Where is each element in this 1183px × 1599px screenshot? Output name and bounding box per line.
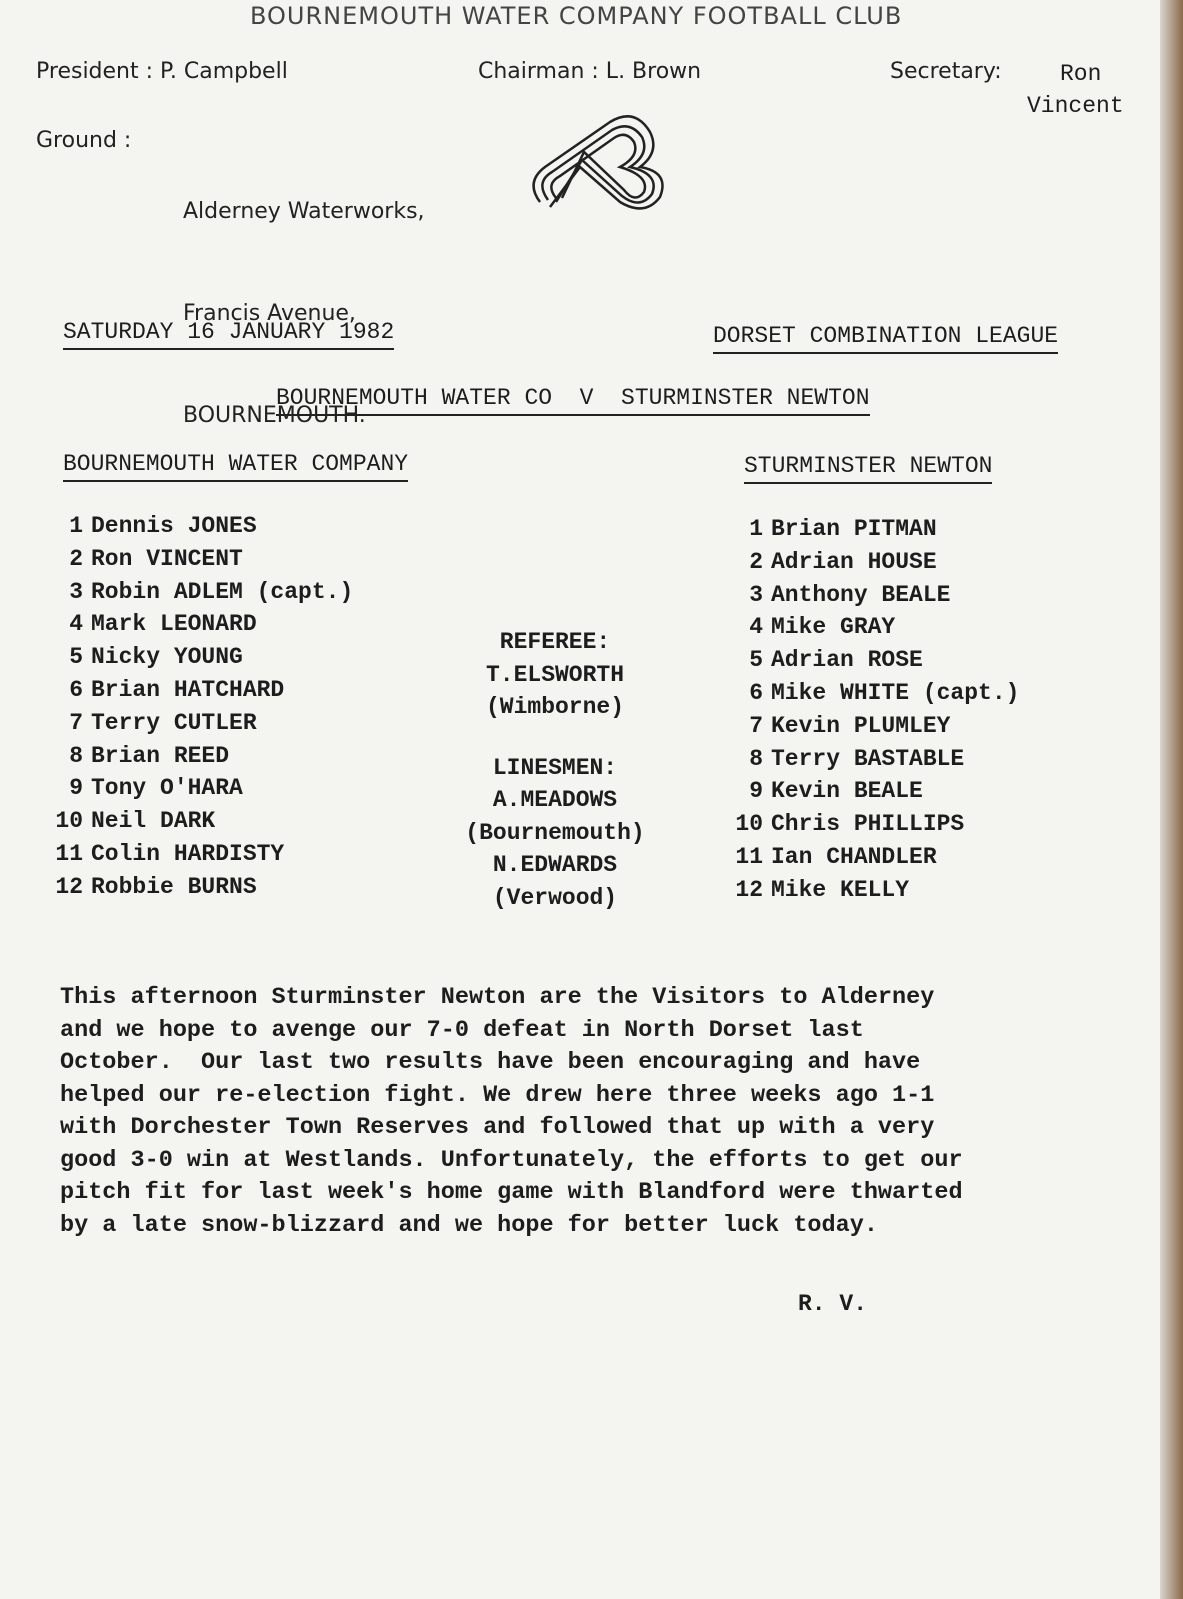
- player-name: Robin ADLEM (capt.): [91, 578, 354, 605]
- shirt-number: 7: [749, 712, 763, 739]
- player-name: Mark LEONARD: [91, 611, 257, 638]
- notes-line: This afternoon Sturminster Newton are the Visitors to Alderney: [60, 984, 935, 1011]
- player-row: [55, 674, 353, 707]
- away-team-heading: STURMINSTER NEWTON: [744, 452, 992, 484]
- shirt-number: 8: [69, 742, 83, 769]
- shirt-number: 10: [735, 811, 763, 838]
- club-title: BOURNEMOUTH WATER COMPANY FOOTBALL CLUB: [250, 2, 903, 30]
- signature: R. V.: [798, 1291, 868, 1317]
- player-row: [55, 871, 353, 904]
- ground-line: Francis Avenue,: [183, 301, 356, 326]
- player-row: [55, 740, 353, 773]
- shirt-number: 6: [749, 679, 763, 706]
- shirt-number: 9: [749, 778, 763, 805]
- player-name: Dennis JONES: [91, 513, 257, 539]
- notes-line: pitch fit for last week's home game with Blandford were thwarted: [60, 1179, 963, 1206]
- shirt-number: 3: [749, 581, 763, 608]
- player-row: [735, 579, 1019, 612]
- notes-line: and we hope to avenge our 7-0 defeat in North Dorset last: [60, 1016, 864, 1044]
- shirt-number: 5: [749, 647, 763, 674]
- player-name: Chris PHILLIPS: [771, 811, 965, 838]
- fixture: BOURNEMOUTH WATER CO V STURMINSTER NEWTON: [276, 384, 870, 416]
- club-logo-icon: [520, 112, 680, 222]
- player-name: Kevin PLUMLEY: [771, 712, 951, 739]
- player-row: [55, 641, 353, 674]
- shirt-number: 4: [749, 614, 763, 641]
- player-name: Robbie BURNS: [91, 873, 257, 900]
- player-row: [735, 841, 1019, 874]
- player-name: Mike GRAY: [771, 614, 896, 641]
- player-row: [735, 644, 1019, 677]
- shirt-number: 3: [69, 578, 83, 605]
- player-name: Neil DARK: [91, 808, 216, 835]
- shirt-number: 11: [55, 840, 83, 867]
- player-row: [55, 838, 353, 871]
- player-name: Brian HATCHARD: [91, 676, 285, 703]
- home-team-list: [55, 510, 353, 904]
- notes-line: good 3-0 win at Westlands. Unfortunately, the efforts to get our: [60, 1146, 963, 1174]
- secretary-name-2: Vincent: [1027, 93, 1124, 119]
- player-name: Brian REED: [91, 742, 230, 769]
- shirt-number: 1: [69, 513, 83, 539]
- paper-edge: [1160, 0, 1183, 1599]
- away-team-list: [735, 513, 1019, 907]
- linesman-name: N.EDWARDS: [492, 852, 618, 878]
- shirt-number: 9: [69, 775, 83, 802]
- player-name: Nicky YOUNG: [91, 644, 243, 671]
- league-name: DORSET COMBINATION LEAGUE: [713, 322, 1058, 354]
- player-row: [55, 707, 353, 740]
- notes-line: helped our re-election fight. We drew here three weeks ago 1-1: [60, 1081, 935, 1109]
- shirt-number: 12: [735, 876, 763, 903]
- chairman: Chairman : L. Brown: [478, 59, 702, 84]
- shirt-number: 2: [749, 548, 763, 575]
- player-name: Adrian HOUSE: [771, 548, 937, 575]
- player-row: [55, 510, 353, 543]
- shirt-number: 4: [69, 611, 83, 638]
- player-row: [55, 576, 353, 609]
- player-name: Colin HARDISTY: [91, 840, 285, 867]
- player-row: [735, 710, 1019, 743]
- home-team-heading: BOURNEMOUTH WATER COMPANY: [63, 450, 408, 482]
- player-name: Ron VINCENT: [91, 545, 243, 572]
- player-name: Adrian ROSE: [771, 647, 923, 674]
- shirt-number: 6: [69, 676, 83, 703]
- match-notes: [60, 982, 1120, 1242]
- shirt-number: 12: [55, 873, 83, 900]
- shirt-number: 7: [69, 709, 83, 736]
- spacer: [440, 724, 670, 752]
- player-row: [735, 677, 1019, 710]
- linesman-name: A.MEADOWS: [492, 787, 618, 813]
- player-row: [55, 805, 353, 838]
- notes-line: with Dorchester Town Reserves and followed that up with a very: [60, 1114, 935, 1141]
- secretary-name-1: Ron: [1060, 61, 1102, 87]
- match-date: SATURDAY 16 JANUARY 1982: [63, 318, 394, 350]
- player-name: Anthony BEALE: [771, 581, 951, 608]
- player-row: [735, 611, 1019, 644]
- player-row: [735, 743, 1019, 776]
- player-row: [735, 546, 1019, 579]
- shirt-number: 5: [69, 644, 83, 671]
- shirt-number: 2: [69, 545, 83, 572]
- player-name: Mike KELLY: [771, 876, 910, 903]
- shirt-number: 11: [735, 843, 763, 870]
- referee-name: T.ELSWORTH: [485, 661, 625, 688]
- ground-line: Alderney Waterworks,: [183, 199, 425, 224]
- shirt-number: 8: [749, 745, 763, 772]
- linesmen-label: LINESMEN:: [492, 754, 618, 781]
- linesman-town: (Verwood): [492, 884, 618, 911]
- shirt-number: 1: [749, 516, 763, 542]
- player-name: Kevin BEALE: [771, 778, 923, 805]
- linesman-town: (Bournemouth): [465, 819, 645, 846]
- ground-label: Ground :: [36, 128, 132, 153]
- ground-address: [183, 127, 425, 501]
- player-name: Terry CUTLER: [91, 709, 257, 736]
- player-row: [735, 775, 1019, 808]
- ground-line: BOURNEMOUTH.: [183, 403, 366, 428]
- player-name: Ian CHANDLER: [771, 843, 937, 870]
- president: President : P. Campbell: [36, 59, 288, 84]
- referee-label: REFEREE:: [499, 629, 611, 655]
- player-row: [55, 608, 353, 641]
- player-name: Tony O'HARA: [91, 775, 243, 802]
- player-row: [735, 874, 1019, 907]
- match-officials: [440, 626, 670, 914]
- notes-line: by a late snow-blizzard and we hope for better luck today.: [60, 1211, 878, 1239]
- player-row: [55, 543, 353, 576]
- notes-line: October. Our last two results have been encouraging and have: [60, 1049, 921, 1076]
- secretary-label: Secretary:: [890, 59, 1002, 84]
- player-name: Mike WHITE (capt.): [771, 679, 1020, 706]
- shirt-number: 10: [55, 808, 83, 835]
- player-name: Brian PITMAN: [771, 516, 937, 542]
- player-name: Terry BASTABLE: [771, 745, 965, 772]
- player-row: [55, 772, 353, 805]
- player-row: [735, 808, 1019, 841]
- referee-town: (Wimborne): [485, 694, 625, 720]
- player-row: [735, 513, 1019, 546]
